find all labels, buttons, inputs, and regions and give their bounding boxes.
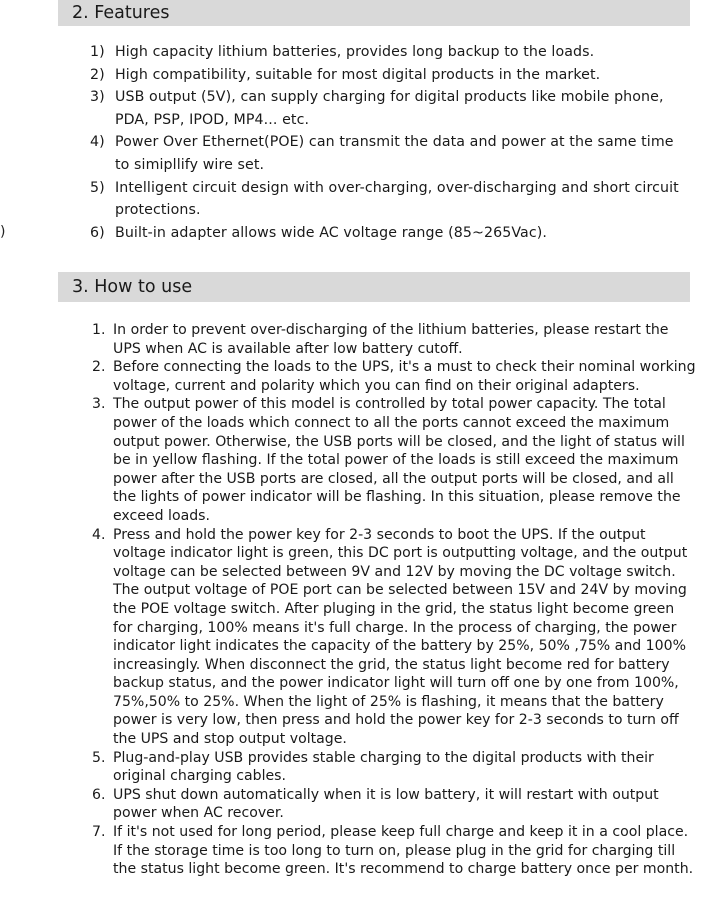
features-heading: 2. Features (58, 0, 690, 26)
item-text: Intelligent circuit design with over-charging, over-discharging and short circuit protections. (115, 179, 679, 219)
item-text: High capacity lithium batteries, provides long backup to the loads. (115, 44, 595, 60)
item-text: The output power of this model is controlled by total power capacity. The total power of the loads which connect to all the ports cannot exceed the maximum output power. Otherwise, the USB ports will be closed, and the light of status will be in yellow flashing. If the total power of the loads is still exceed the maximum power after the USB ports are closed, all the output ports will be closed, and all the lights of power indicator will be flashing. In this situation, please remove the exceed loads. (113, 396, 685, 524)
usage-item (92, 395, 696, 525)
item-text: USB output (5V), can supply charging for digital products like mobile phone, PDA, PSP, IPOD, MP4... etc. (115, 89, 664, 128)
how-to-use-heading: 3. How to use (58, 272, 690, 302)
how-to-use-list (92, 321, 696, 879)
item-text: Press and hold the power key for 2-3 seconds to boot the UPS. If the output voltage indicator light is green, this DC port is outputting voltage, and the output voltage can be selected between 9V and 12V by moving the DC voltage switch. The output voltage of POE port can be selected between 15V and 24V by moving the POE voltage switch. After pluging in the grid, the status light become green for charging, 100% means it's full charge. In the process of charging, the power indicator light indicates the capacity of the battery by 25%, 50% ,75% and 100% increasingly. When disconnect the grid, the status light become red for battery backup status, and the power indicator light will turn off one by one from 100%, 75%,50% to 25%. When the light of 25% is flashing, it means that the battery power is very low, then press and hold the power key for 2-3 seconds to turn off the UPS and stop output voltage. (113, 526, 688, 748)
feature-item (90, 86, 690, 131)
usage-item (92, 358, 696, 395)
item-text: Before connecting the loads to the UPS, it's a must to check their nominal working voltage, current and polarity which you can find on their original adapters. (113, 359, 696, 394)
item-text: Plug-and-play USB provides stable charging to the digital products with their original charging cables. (113, 749, 654, 785)
item-number: 2. (92, 359, 106, 376)
usage-item (92, 526, 696, 749)
item-number: 6) (90, 224, 105, 241)
item-number: 7. (92, 824, 106, 841)
item-number: 1. (92, 322, 106, 338)
item-number: 4. (92, 526, 106, 543)
usage-item (92, 786, 696, 823)
item-number: 3. (92, 396, 106, 413)
item-number: 6. (92, 786, 106, 803)
feature-item (90, 64, 690, 87)
item-number: 5) (90, 179, 105, 196)
feature-item (90, 41, 690, 64)
item-text: In order to prevent over-discharging of the lithium batteries, please restart the UPS when AC is available after low battery cutoff. (113, 322, 669, 357)
usage-item (92, 823, 696, 879)
usage-item (92, 749, 696, 786)
item-text: Power Over Ethernet(POE) can transmit the data and power at the same time to simipllify wire set. (115, 134, 674, 173)
item-number: 2) (90, 66, 105, 83)
item-number: 4) (90, 134, 105, 151)
feature-item (90, 177, 690, 222)
usage-item (92, 321, 696, 358)
item-number: 1) (90, 44, 105, 60)
item-number: 3) (90, 89, 105, 106)
margin-mark: ) (0, 224, 6, 240)
feature-item (90, 131, 690, 176)
features-list (90, 41, 690, 244)
item-text: UPS shut down automatically when it is low battery, it will restart with output power when AC recover. (113, 786, 659, 822)
feature-item (90, 222, 690, 245)
item-text: If it's not used for long period, please keep full charge and keep it in a cool place. If the storage time is too long to turn on, please plug in the grid for charging till the status light become green. It's recommend to charge battery once per month. (113, 824, 694, 878)
item-number: 5. (92, 749, 106, 766)
item-text: High compatibility, suitable for most digital products in the market. (115, 66, 601, 83)
item-text: Built-in adapter allows wide AC voltage range (85~265Vac). (115, 224, 547, 241)
